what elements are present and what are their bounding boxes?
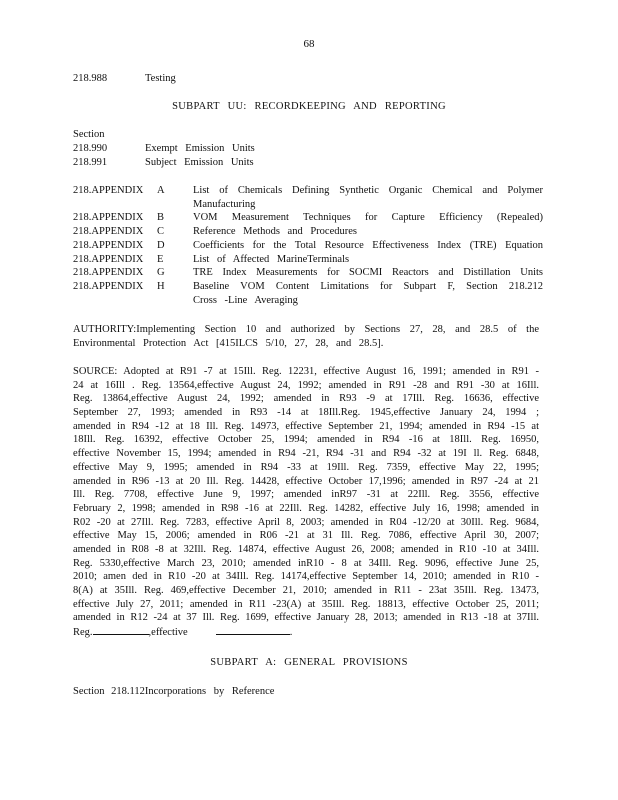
appendix-title: Coefficients for the Total Resource Effectiveness Index (TRE) Equation — [193, 239, 543, 251]
appendix-row-continuation — [73, 294, 543, 308]
appendix-label: 218.APPENDIX — [73, 239, 144, 251]
appendix-label: 218.APPENDIX — [73, 212, 144, 224]
appendix-title: Reference Methods and Procedures — [193, 226, 357, 238]
appendix-letter: E — [157, 253, 164, 265]
source-line: amended in R08 -8 at 32Ill. Reg. 14874, effective August 26, 2008; amended in R10 -10 at 34Ill. — [73, 543, 539, 555]
appendix-title-continuation: Cross -Line Averaging — [193, 294, 298, 306]
testing-section-title: Testing — [145, 73, 176, 84]
appendix-label: 218.APPENDIX — [73, 185, 144, 196]
appendix-letter: G — [157, 267, 165, 279]
source-line: 24 at 16Ill . Reg. 13564,effective August 24, 1992; amended in R91 -28 and R91 -30 at 16Ill. — [73, 379, 539, 391]
appendix-letter: B — [157, 212, 165, 224]
reg-prefix: Reg. — [73, 627, 93, 639]
appendix-row — [73, 184, 543, 198]
authority-note — [73, 323, 539, 350]
appendix-row — [73, 211, 543, 225]
source-line: amended in R94 -12 at 18 Ill. Reg. 14973, effective September 21, 1994; amended in R94 -15 at — [73, 420, 539, 432]
section-number: 218.990 — [73, 143, 108, 154]
section-title: Exempt Emission Units — [145, 143, 255, 154]
subpart-uu-heading: SUBPART UU: RECORDKEEPING AND REPORTING — [172, 101, 446, 112]
source-line: effective May 9, 1995; amended in R94 -33 at 19Ill. Reg. 7359, effective May 22, 1995; — [73, 461, 539, 473]
blank-register-page — [93, 625, 149, 635]
appendix-label: 218.APPENDIX — [73, 267, 144, 279]
appendix-letter: C — [157, 226, 165, 238]
testing-section-number: 218.988 — [73, 73, 108, 84]
section-column-label: Section — [73, 129, 105, 140]
source-line: Reg. 5330,effective March 23, 2010; amended inR10 - 8 at 34Ill. Reg. 9096, effective June 25, — [73, 557, 539, 569]
source-line: SOURCE: Adopted at R91 -7 at 15Ill. Reg. 12231, effective August 16, 1991; amended in R91 - — [73, 366, 539, 377]
section-112-title: Incorporations by Reference — [144, 686, 275, 697]
source-line: Reg. 13864,effective August 24, 1992; amended in R93 -9 at 17Ill. Reg. 16636, effective — [73, 393, 539, 405]
appendix-letter: A — [157, 185, 165, 196]
appendix-title-continuation: Manufacturing — [193, 198, 256, 210]
source-line: effective November 15, 1994; amended in R94 -21, R94 -31 and R94 -32 at 19I ll. Reg. 6848, — [73, 448, 539, 460]
source-line: effective July 27, 2011; amended in R11 -23(A) at 35Ill. Reg. 18813, effective October 25, 2011; — [73, 598, 539, 610]
appendix-letter: H — [157, 280, 165, 292]
blank-effective-date — [216, 625, 290, 635]
appendix-row — [73, 225, 543, 239]
appendix-row-continuation — [73, 198, 543, 212]
source-line: September 27, 1993; amended in R93 -14 at 18Ill.Reg. 1945,effective January 24, 1994 ; — [73, 407, 539, 419]
appendix-title: Baseline VOM Content Limitations for Subpart F, Section 218.212 — [193, 280, 543, 292]
appendix-label: 218.APPENDIX — [73, 226, 144, 238]
appendix-title: TRE Index Measurements for SOCMI Reactors and Distillation Units — [193, 267, 543, 279]
section-112-label: Section 218.112 — [73, 686, 145, 697]
source-line: effective May 15, 2006; amended in R06 -21 at 31 Ill. Reg. 7086, effective April 30, 2007; — [73, 530, 539, 542]
section-title: Subject Emission Units — [145, 157, 254, 168]
source-line: 18Ill. Reg. 16392, effective October 25, 1994; amended in R94 -16 at 18Ill. Reg. 16950, — [73, 434, 539, 446]
section-112-heading — [73, 685, 274, 699]
appendix-row — [73, 239, 543, 253]
source-line: February 2, 1998; amended in R98 -16 at 22Ill. Reg. 14282, effective July 16, 1998; amended in — [73, 502, 539, 514]
source-line: 2010; amen ded in R10 -20 at 34Ill. Reg. 14174,effective September 14, 2010; amended in R10 - — [73, 571, 539, 583]
source-line: R02 -20 at 27Ill. Reg. 7283, effective April 8, 2003; amended in R04 -12/20 at 30Ill. Reg. 9684, — [73, 516, 539, 528]
appendix-title: List of Chemicals Defining Synthetic Organic Chemical and Polymer — [193, 185, 543, 196]
source-last-line — [73, 625, 539, 639]
effective-label: ,effective — [148, 627, 188, 639]
appendix-label: 218.APPENDIX — [73, 253, 144, 265]
source-end: . — [289, 627, 293, 639]
appendix-row — [73, 266, 543, 280]
appendix-title: VOM Measurement Techniques for Capture Efficiency (Repealed) — [193, 212, 543, 224]
page-number: 68 — [303, 38, 315, 50]
authority-line: Environmental Protection Act [415ILCS 5/10, 27, 28, and 28.5]. — [73, 337, 384, 349]
source-line: 8(A) at 35Ill. Reg. 469,effective December 21, 2010; amended in R11 - 23at 35Ill. Reg. 13473, — [73, 585, 539, 596]
appendix-title: List of Affected MarineTerminals — [193, 253, 350, 265]
appendix-letter: D — [157, 239, 165, 251]
appendix-label: 218.APPENDIX — [73, 280, 144, 292]
source-line: amended in R12 -24 at 37 Ill. Reg. 1699, effective January 28, 2013; amended in R13 -18 at 37Ill. — [73, 612, 539, 624]
section-number: 218.991 — [73, 157, 108, 168]
appendix-row — [73, 253, 543, 267]
source-note — [73, 365, 539, 639]
source-line: amended in R96 -13 at 20 Ill. Reg. 14428, effective October 17,1996; amended in R97 -24 at 21 — [73, 475, 539, 487]
appendix-row — [73, 280, 543, 294]
appendix-list — [73, 184, 543, 307]
authority-line: AUTHORITY:Implementing Section 10 and authorized by Sections 27, 28, and 28.5 of the — [73, 324, 539, 335]
source-line: Ill. Reg. 7708, effective June 9, 1997; amended inR97 -31 at 22Ill. Reg. 3556, effective — [73, 489, 539, 501]
subpart-a-heading: SUBPART A: GENERAL PROVISIONS — [210, 657, 408, 668]
